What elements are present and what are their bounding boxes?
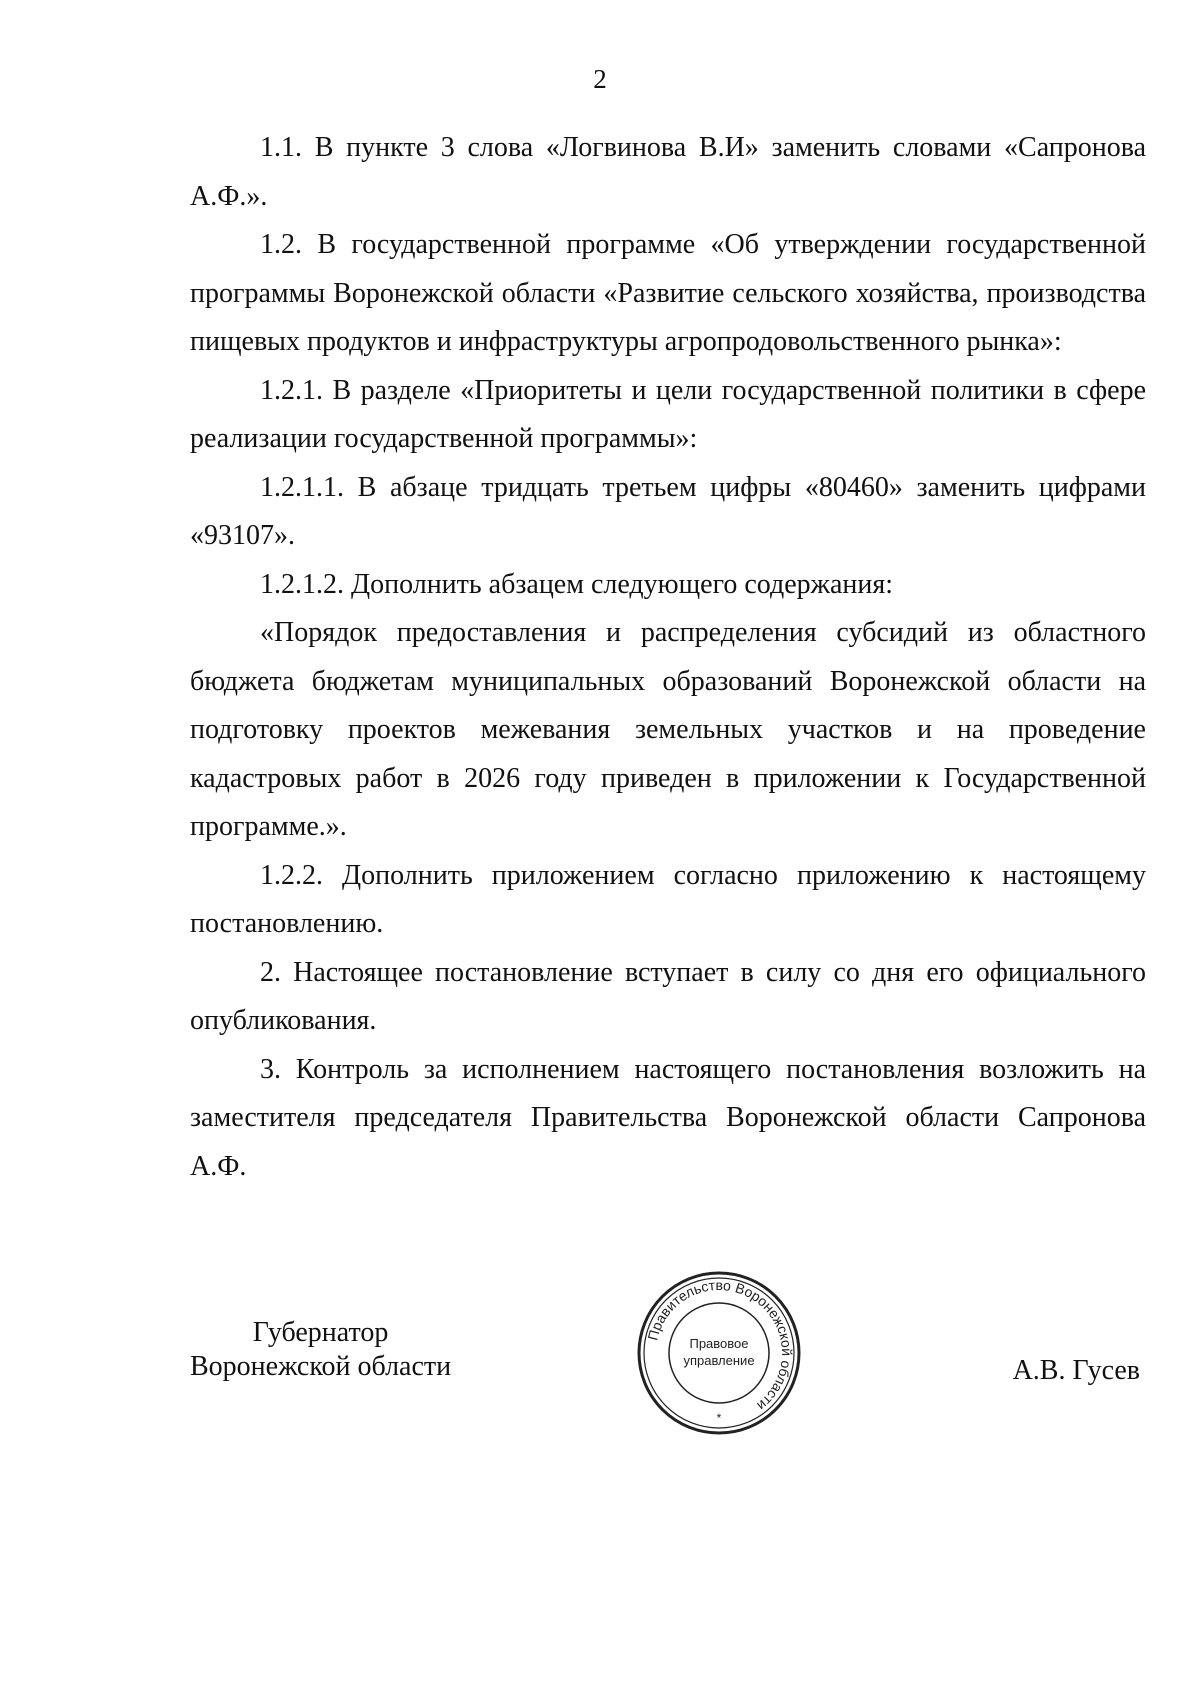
stamp-star-icon: * <box>716 1411 722 1425</box>
official-stamp <box>634 1268 804 1438</box>
signatory-title-line2: Воронежской области <box>190 1351 452 1382</box>
document-body <box>190 124 1146 1191</box>
stamp-inner-line1: Правовое <box>689 1336 749 1351</box>
stamp-outer-text: Правительство Воронежской области <box>644 1276 796 1415</box>
stamp-inner-line2: управление <box>683 1353 755 1368</box>
paragraph-2: 2. Настоящее постановление вступает в силу со дня его официального опубликования. <box>190 956 1146 1036</box>
page-number: 2 <box>593 64 607 94</box>
quoted-paragraph: «Порядок предоставления и распределения субсидий из областного бюджета бюджетам муниципальных образований Воронежской области на подготовку проектов межевания земельных участков и на проведение кадастровых работ в 2026 году приведен в приложении к Государственной программе.». <box>190 617 1146 842</box>
paragraph-1-2: 1.2. В государственной программе «Об утверждении государственной программы Воронежской области «Развитие сельского хозяйства, производства пищевых продуктов и инфраструктуры агропродовольственного рынка»: <box>190 229 1146 357</box>
paragraph-1-2-1: 1.2.1. В разделе «Приоритеты и цели государственной политики в сфере реализации государственной программы»: <box>190 374 1146 454</box>
signatory-name: А.В. Гусев <box>1012 1355 1140 1386</box>
signatory-title <box>190 1316 451 1384</box>
signatory-title-line1: Губернатор <box>252 1317 389 1348</box>
paragraph-1-2-2: 1.2.2. Дополнить приложением согласно приложению к настоящему постановлению. <box>190 859 1146 939</box>
paragraph-1-2-1-2: 1.2.1.2. Дополнить абзацем следующего содержания: <box>260 568 894 600</box>
paragraph-1-1: 1.1. В пункте 3 слова «Логвинова В.И» заменить словами «Сапронова А.Ф.». <box>190 132 1146 212</box>
paragraph-3: 3. Контроль за исполнением настоящего постановления возложить на заместителя председателя Правительства Воронежской области Сапронова А.Ф. <box>190 1053 1146 1182</box>
stamp-seal-icon <box>634 1268 804 1438</box>
paragraph-1-2-1-1: 1.2.1.1. В абзаце тридцать третьем цифры «80460» заменить цифрами «93107». <box>190 471 1146 551</box>
